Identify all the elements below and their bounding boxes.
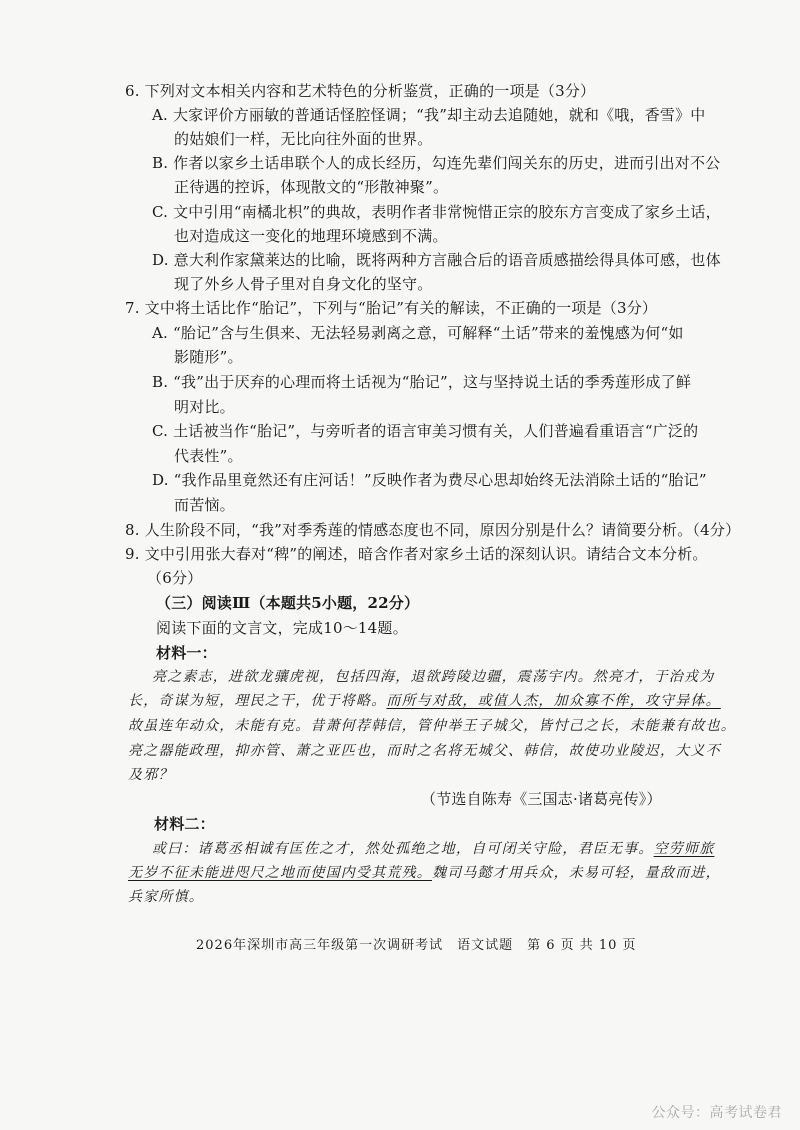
material-2-line-3: 兵家所慎。 xyxy=(128,889,204,905)
q7-option-b: B. “我”出于厌弃的心理而将土话视为“胎记”，这与坚持说土话的季秀莲形成了鲜 xyxy=(152,373,692,391)
q6-option-d: D. 意大利作家黛莱达的比喻，既将两种方言融合后的语音质感描绘得具体可感，也体 xyxy=(152,251,721,269)
q6-option-b: B. 作者以家乡土话串联个人的成长经历，勾连先辈们闯关东的历史，进而引出对不公 xyxy=(152,154,721,172)
q7-option-d: D. “我作品里竟然还有庄河话！”反映作者为费尽心思却始终无法消除土话的“胎记” xyxy=(152,471,707,489)
q7-option-c: C. 土话被当作“胎记”，与旁听者的语言审美习惯有关，人们普遍看重语言“广泛的 xyxy=(152,422,699,440)
material-1-line-3: 故虽连年动众，未能有克。昔萧何荐韩信，管仲举王子城父，皆忖己之长，未能兼有故也。 xyxy=(128,718,736,734)
q6-option-c-cont: 也对造成这一变化的地理环境感到不满。 xyxy=(174,227,448,245)
question-6-stem: 6. 下列对文本相关内容和艺术特色的分析鉴赏，正确的一项是（3分） xyxy=(125,82,596,100)
q6-option-b-cont: 正待遇的控诉，体现散文的“形散神聚”。 xyxy=(174,178,449,196)
material-1-line-4: 亮之器能政理，抑亦管、萧之亚匹也，而时之名将无城父、韩信，故使功业陵迟，大义不 xyxy=(128,743,721,759)
q6-option-a-cont: 的姑娘们一样，无比向往外面的世界。 xyxy=(174,130,433,148)
material-2-underlined-start: 空劳师旅 xyxy=(653,841,715,857)
q7-option-b-cont: 明对比。 xyxy=(174,398,235,416)
question-9: 9. 文中引用张大春对“稗”的阐述，暗含作者对家乡土话的深刻认识。请结合文本分析。 xyxy=(125,545,708,563)
material-2-label: 材料二： xyxy=(154,815,215,833)
material-1-label: 材料一： xyxy=(156,644,217,662)
q6-option-c: C. 文中引用“南橘北枳”的典故，表明作者非常惋惜正宗的胶东方言变成了家乡土话， xyxy=(152,203,721,221)
q7-option-a: A. “胎记”含与生俱来、无法轻易剥离之意，可解释“土话”带来的羞愧感为何“如 xyxy=(152,324,684,342)
material-1-line-2 xyxy=(128,690,721,712)
watermark-text: 公众号：高考试卷君 xyxy=(651,1105,782,1121)
page-footer: 2026年深圳市高三年级第一次调研考试 语文试题 第 6 页 共 10 页 xyxy=(196,938,637,953)
material-2-underlined-end: 无岁不征未能进咫尺之地而使国内受其荒残。 xyxy=(128,865,432,881)
question-7-stem: 7. 文中将土话比作“胎记”，下列与“胎记”有关的解读，不正确的一项是（3分） xyxy=(125,299,658,317)
material-1-source: （节选自陈寿《三国志·诸葛亮传》） xyxy=(421,790,662,808)
q6-option-a: A. 大家评价方丽敏的普通话怪腔怪调；“我”却主动去追随她，就和《哦，香雪》中 xyxy=(152,106,706,124)
material-1-underlined-sentence: 而所与对敌，或值人杰，加众寡不侔，攻守异体。 xyxy=(386,693,721,709)
material-1-line-1: 亮之素志，进欲龙骧虎视，包括四海，退欲跨陵边疆，震荡宇内。然亮才，于治戎为 xyxy=(152,669,715,685)
q7-option-c-cont: 代表性”。 xyxy=(174,447,243,465)
question-9-score: （6分） xyxy=(147,569,203,587)
q7-option-a-cont: 影随形”。 xyxy=(174,348,243,366)
material-2-line-2-text: 魏司马懿才用兵众，未易可轻，量敌而进， xyxy=(432,865,721,881)
section-heading: （三）阅读Ⅲ（本题共5小题，22分） xyxy=(156,594,420,612)
material-2-line-2 xyxy=(128,862,721,884)
material-1-line-2-text: 长，奇谋为短，理民之干，优于将略。 xyxy=(128,693,387,709)
material-1-line-5: 及邪？ xyxy=(128,767,174,783)
section-instruction: 阅读下面的文言文，完成10～14题。 xyxy=(156,619,408,637)
q7-option-d-cont: 而苦恼。 xyxy=(174,496,235,514)
material-2-line-1 xyxy=(152,838,714,860)
material-2-line-1-text: 或曰：诸葛丞相诚有匡佐之才，然处孤绝之地，自可闭关守险，君臣无事。 xyxy=(152,841,654,857)
question-8: 8. 人生阶段不同，“我”对季秀莲的情感态度也不同，原因分别是什么？请简要分析。（4分） xyxy=(125,521,741,539)
q6-option-d-cont: 现了外乡人骨子里对自身文化的坚守。 xyxy=(174,275,433,293)
